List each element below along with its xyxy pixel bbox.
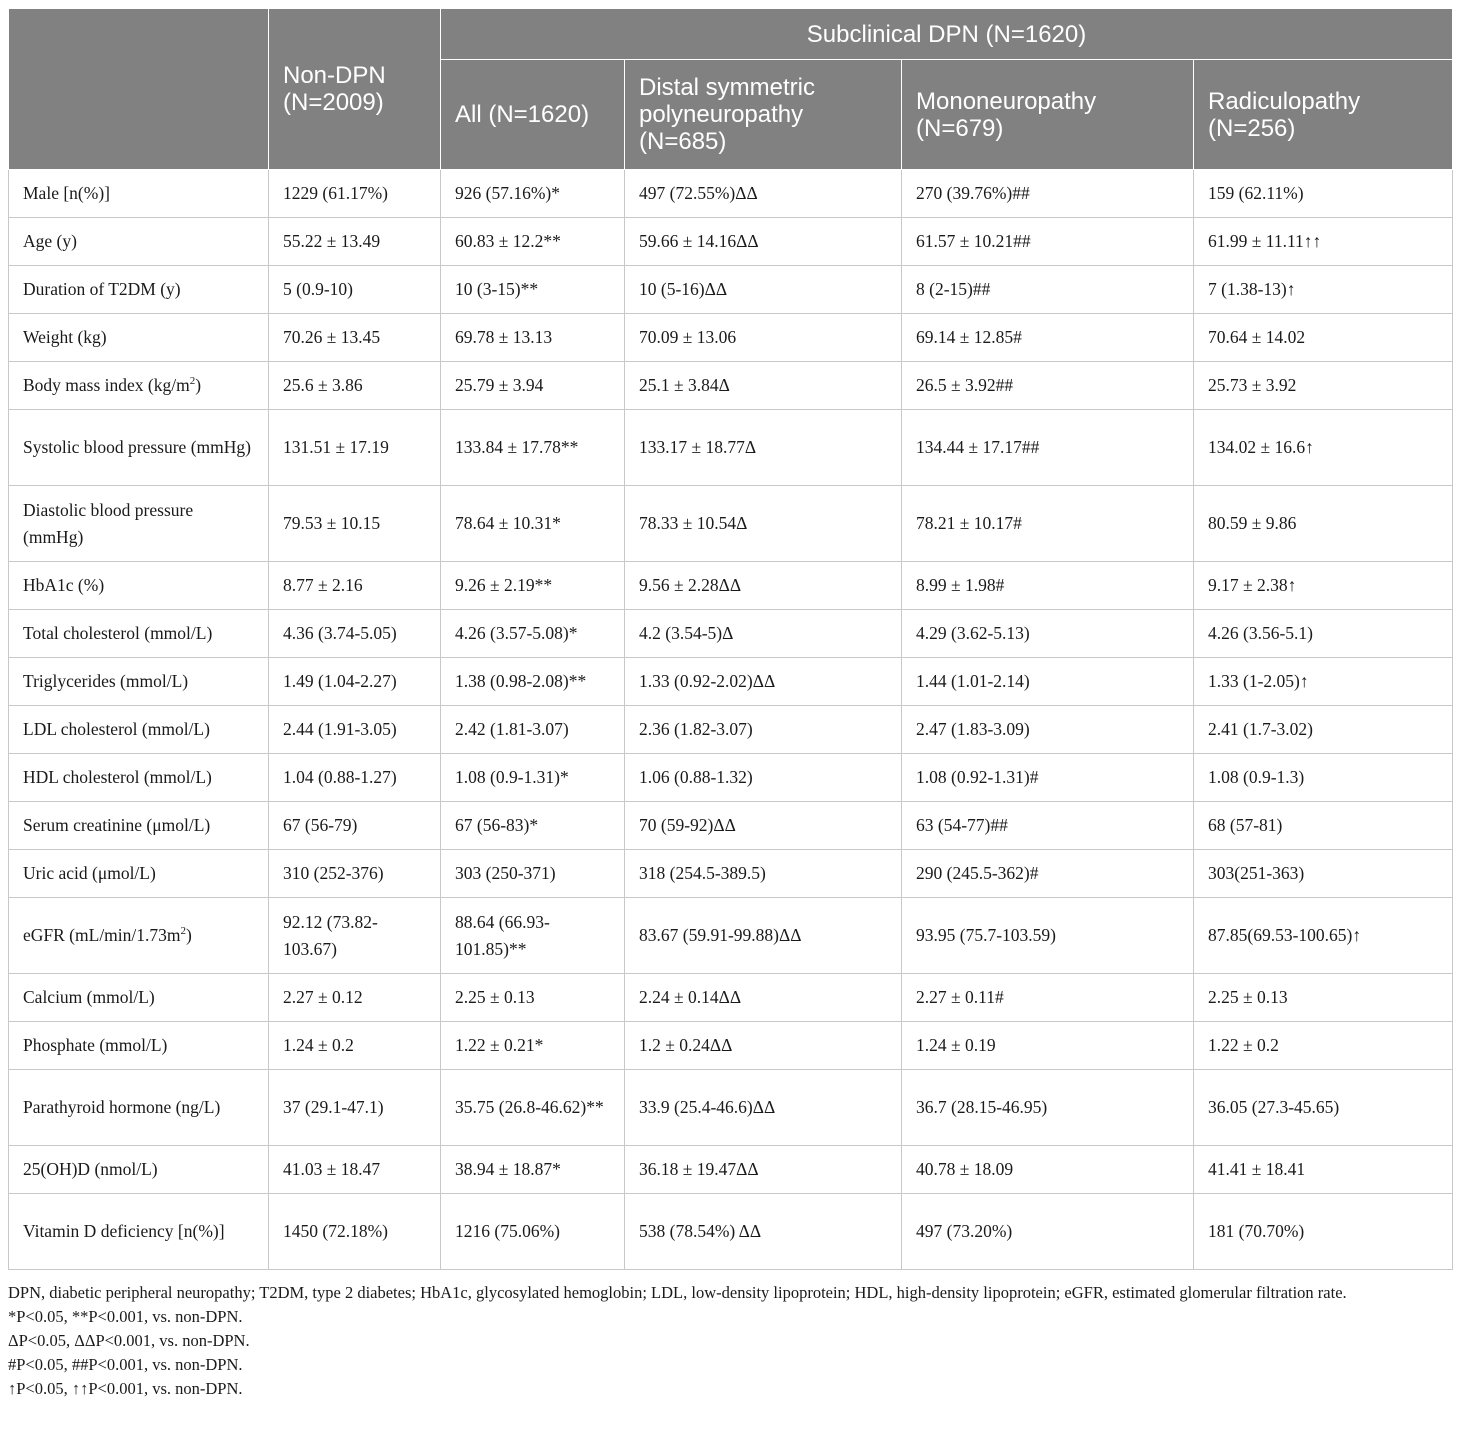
row-label: Serum creatinine (μmol/L) [9, 802, 269, 850]
table-cell: 8.77 ± 2.16 [269, 562, 441, 610]
table-cell: 270 (39.76%)## [902, 170, 1194, 218]
table-cell: 38.94 ± 18.87* [441, 1146, 625, 1194]
table-cell: 33.9 (25.4-46.6)ΔΔ [625, 1070, 902, 1146]
table-cell: 35.75 (26.8-46.62)** [441, 1070, 625, 1146]
table-cell: 61.57 ± 10.21## [902, 218, 1194, 266]
table-row [9, 802, 1453, 850]
row-label: Weight (kg) [9, 314, 269, 362]
footnote-line: ΔP<0.05, ΔΔP<0.001, vs. non-DPN. [8, 1331, 250, 1350]
table-cell: 63 (54-77)## [902, 802, 1194, 850]
table-cell: 93.95 (75.7-103.59) [902, 898, 1194, 974]
header-distal-symmetric: Distal symmetric polyneuropathy (N=685) [625, 60, 902, 170]
table-cell: 1.04 (0.88-1.27) [269, 754, 441, 802]
table-row [9, 974, 1453, 1022]
table-cell: 134.02 ± 16.6↑ [1194, 410, 1453, 486]
characteristics-table [8, 8, 1453, 1270]
row-label: HbA1c (%) [9, 562, 269, 610]
table-cell: 25.6 ± 3.86 [269, 362, 441, 410]
table-cell: 80.59 ± 9.86 [1194, 486, 1453, 562]
table-cell: 2.41 (1.7-3.02) [1194, 706, 1453, 754]
table-cell: 1.49 (1.04-2.27) [269, 658, 441, 706]
table-cell: 61.99 ± 11.11↑↑ [1194, 218, 1453, 266]
table-cell: 37 (29.1-47.1) [269, 1070, 441, 1146]
table-cell: 1.33 (0.92-2.02)ΔΔ [625, 658, 902, 706]
table-cell: 303(251-363) [1194, 850, 1453, 898]
table-cell: 1.33 (1-2.05)↑ [1194, 658, 1453, 706]
table-cell: 1.22 ± 0.21* [441, 1022, 625, 1070]
table-cell: 79.53 ± 10.15 [269, 486, 441, 562]
row-label: 25(OH)D (nmol/L) [9, 1146, 269, 1194]
table-cell: 2.25 ± 0.13 [441, 974, 625, 1022]
row-label: Systolic blood pressure (mmHg) [9, 410, 269, 486]
table-cell: 87.85(69.53-100.65)↑ [1194, 898, 1453, 974]
table-cell: 41.03 ± 18.47 [269, 1146, 441, 1194]
table-cell: 41.41 ± 18.41 [1194, 1146, 1453, 1194]
table-cell: 2.27 ± 0.11# [902, 974, 1194, 1022]
table-row [9, 754, 1453, 802]
table-cell: 78.33 ± 10.54Δ [625, 486, 902, 562]
table-footnotes [8, 1281, 1452, 1401]
footnote-line: ↑P<0.05, ↑↑P<0.001, vs. non-DPN. [8, 1379, 243, 1398]
table-row [9, 898, 1453, 974]
table-cell: 2.36 (1.82-3.07) [625, 706, 902, 754]
table-row [9, 562, 1453, 610]
row-label: Diastolic blood pressure (mmHg) [9, 486, 269, 562]
table-row [9, 266, 1453, 314]
table-cell: 40.78 ± 18.09 [902, 1146, 1194, 1194]
table-cell: 2.47 (1.83-3.09) [902, 706, 1194, 754]
table-cell: 1.08 (0.9-1.31)* [441, 754, 625, 802]
table-cell: 92.12 (73.82-103.67) [269, 898, 441, 974]
table-cell: 36.18 ± 19.47ΔΔ [625, 1146, 902, 1194]
table-cell: 1.2 ± 0.24ΔΔ [625, 1022, 902, 1070]
table-cell: 133.17 ± 18.77Δ [625, 410, 902, 486]
table-row [9, 362, 1453, 410]
row-label: Vitamin D deficiency [n(%)] [9, 1194, 269, 1270]
table-cell: 59.66 ± 14.16ΔΔ [625, 218, 902, 266]
table-cell: 26.5 ± 3.92## [902, 362, 1194, 410]
row-label: Duration of T2DM (y) [9, 266, 269, 314]
table-cell: 1.08 (0.9-1.3) [1194, 754, 1453, 802]
table-cell: 8 (2-15)## [902, 266, 1194, 314]
table-cell: 1.22 ± 0.2 [1194, 1022, 1453, 1070]
table-cell: 4.36 (3.74-5.05) [269, 610, 441, 658]
table-cell: 70.09 ± 13.06 [625, 314, 902, 362]
table-cell: 2.27 ± 0.12 [269, 974, 441, 1022]
table-cell: 9.56 ± 2.28ΔΔ [625, 562, 902, 610]
table-cell: 70.64 ± 14.02 [1194, 314, 1453, 362]
table-cell: 2.42 (1.81-3.07) [441, 706, 625, 754]
header-all: All (N=1620) [441, 60, 625, 170]
row-label: Parathyroid hormone (ng/L) [9, 1070, 269, 1146]
table-row [9, 218, 1453, 266]
table-cell: 68 (57-81) [1194, 802, 1453, 850]
table-cell: 2.24 ± 0.14ΔΔ [625, 974, 902, 1022]
table-cell: 67 (56-83)* [441, 802, 625, 850]
table-cell: 36.05 (27.3-45.65) [1194, 1070, 1453, 1146]
table-cell: 10 (5-16)ΔΔ [625, 266, 902, 314]
table-cell: 1.38 (0.98-2.08)** [441, 658, 625, 706]
table-cell: 1216 (75.06%) [441, 1194, 625, 1270]
row-label: Uric acid (μmol/L) [9, 850, 269, 898]
table-row [9, 1022, 1453, 1070]
table-cell: 25.79 ± 3.94 [441, 362, 625, 410]
table-row [9, 486, 1453, 562]
table-cell: 134.44 ± 17.17## [902, 410, 1194, 486]
table-cell: 9.26 ± 2.19** [441, 562, 625, 610]
table-row [9, 410, 1453, 486]
table-cell: 4.26 (3.56-5.1) [1194, 610, 1453, 658]
table-cell: 1.24 ± 0.19 [902, 1022, 1194, 1070]
table-cell: 310 (252-376) [269, 850, 441, 898]
table-row [9, 170, 1453, 218]
header-mononeuropathy: Mononeuropathy (N=679) [902, 60, 1194, 170]
table-cell: 70 (59-92)ΔΔ [625, 802, 902, 850]
table-cell: 497 (72.55%)ΔΔ [625, 170, 902, 218]
table-cell: 497 (73.20%) [902, 1194, 1194, 1270]
footnote-line: DPN, diabetic peripheral neuropathy; T2DM, type 2 diabetes; HbA1c, glycosylated hemoglobin; LDL, low-density lipoprotein; HDL, high-density lipoprotein; eGFR, estimated glomerular filtration rate. [8, 1283, 1347, 1302]
row-label: Total cholesterol (mmol/L) [9, 610, 269, 658]
header-radiculopathy: Radiculopathy (N=256) [1194, 60, 1453, 170]
table-cell: 60.83 ± 12.2** [441, 218, 625, 266]
table-cell: 9.17 ± 2.38↑ [1194, 562, 1453, 610]
row-label: Triglycerides (mmol/L) [9, 658, 269, 706]
table-cell: 159 (62.11%) [1194, 170, 1453, 218]
table-cell: 1.06 (0.88-1.32) [625, 754, 902, 802]
table-cell: 290 (245.5-362)# [902, 850, 1194, 898]
table-cell: 1450 (72.18%) [269, 1194, 441, 1270]
table-cell: 181 (70.70%) [1194, 1194, 1453, 1270]
table-row [9, 706, 1453, 754]
table-cell: 25.1 ± 3.84Δ [625, 362, 902, 410]
table-cell: 131.51 ± 17.19 [269, 410, 441, 486]
table-row [9, 610, 1453, 658]
table-header [9, 9, 1453, 170]
table-cell: 303 (250-371) [441, 850, 625, 898]
table-cell: 538 (78.54%) ΔΔ [625, 1194, 902, 1270]
header-subclinical-group: Subclinical DPN (N=1620) [441, 9, 1453, 60]
table-cell: 1.44 (1.01-2.14) [902, 658, 1194, 706]
table-cell: 83.67 (59.91-99.88)ΔΔ [625, 898, 902, 974]
table-row [9, 1194, 1453, 1270]
table-cell: 25.73 ± 3.92 [1194, 362, 1453, 410]
table-cell: 67 (56-79) [269, 802, 441, 850]
footnote-line: #P<0.05, ##P<0.001, vs. non-DPN. [8, 1355, 243, 1374]
table-cell: 78.64 ± 10.31* [441, 486, 625, 562]
table-cell: 5 (0.9-10) [269, 266, 441, 314]
table-cell: 926 (57.16%)* [441, 170, 625, 218]
table-cell: 1.08 (0.92-1.31)# [902, 754, 1194, 802]
header-non-dpn: Non-DPN (N=2009) [269, 9, 441, 170]
row-label: Male [n(%)] [9, 170, 269, 218]
row-label: Age (y) [9, 218, 269, 266]
table-cell: 88.64 (66.93-101.85)** [441, 898, 625, 974]
table-cell: 70.26 ± 13.45 [269, 314, 441, 362]
table-cell: 10 (3-15)** [441, 266, 625, 314]
table-cell: 2.25 ± 0.13 [1194, 974, 1453, 1022]
table-cell: 318 (254.5-389.5) [625, 850, 902, 898]
table-body [9, 170, 1453, 1270]
row-label: Calcium (mmol/L) [9, 974, 269, 1022]
table-cell: 1.24 ± 0.2 [269, 1022, 441, 1070]
row-label: Phosphate (mmol/L) [9, 1022, 269, 1070]
table-cell: 2.44 (1.91-3.05) [269, 706, 441, 754]
table-row [9, 1146, 1453, 1194]
row-label: HDL cholesterol (mmol/L) [9, 754, 269, 802]
table-cell: 8.99 ± 1.98# [902, 562, 1194, 610]
table-cell: 36.7 (28.15-46.95) [902, 1070, 1194, 1146]
table-cell: 4.29 (3.62-5.13) [902, 610, 1194, 658]
table-cell: 4.2 (3.54-5)Δ [625, 610, 902, 658]
row-label: eGFR $(mL/\min/1.73m^2)$ [9, 898, 269, 974]
table-row [9, 314, 1453, 362]
table-cell: 1229 (61.17%) [269, 170, 441, 218]
row-label: Body mass index $(kg/m^2)$ [9, 362, 269, 410]
table-row [9, 1070, 1453, 1146]
table-cell: 4.26 (3.57-5.08)* [441, 610, 625, 658]
table-row [9, 658, 1453, 706]
row-label: LDL cholesterol (mmol/L) [9, 706, 269, 754]
table-row [9, 850, 1453, 898]
table-cell: 133.84 ± 17.78** [441, 410, 625, 486]
table-cell: 69.78 ± 13.13 [441, 314, 625, 362]
table-cell: 78.21 ± 10.17# [902, 486, 1194, 562]
table-cell: 69.14 ± 12.85# [902, 314, 1194, 362]
header-variable [9, 9, 269, 170]
table-cell: 7 (1.38-13)↑ [1194, 266, 1453, 314]
footnote-line: *P<0.05, **P<0.001, vs. non-DPN. [8, 1307, 243, 1326]
table-cell: 55.22 ± 13.49 [269, 218, 441, 266]
